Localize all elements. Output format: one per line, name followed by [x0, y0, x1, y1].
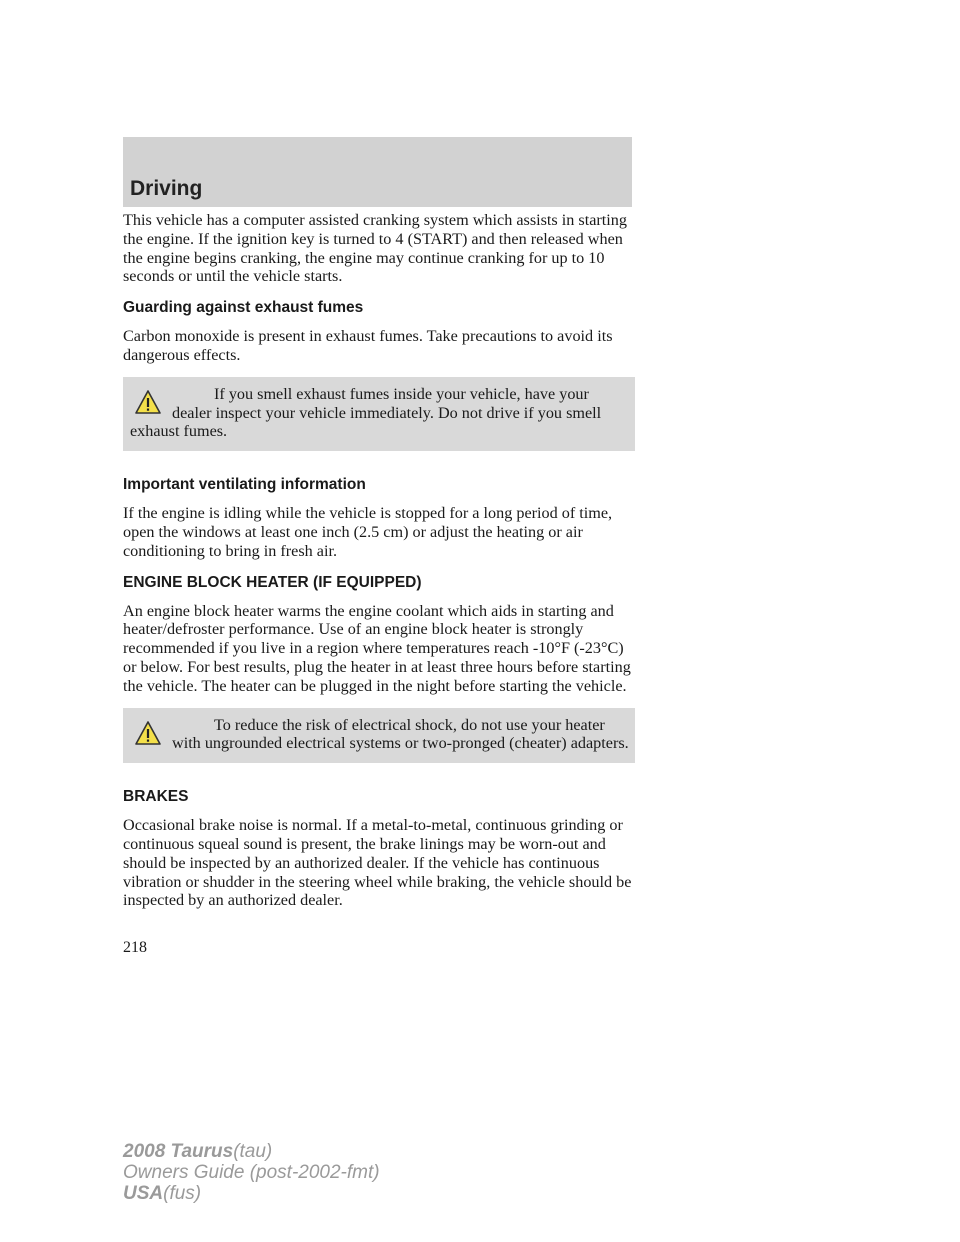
ventilating-paragraph: If the engine is idling while the vehicle is stopped for a long period of time, open the windows at least one inch (2.5 cm) or adjust the heating or air conditioning to bring in fresh air. [123, 504, 613, 560]
block-heater-heading: ENGINE BLOCK HEATER (IF EQUIPPED) [123, 573, 422, 591]
heater-warning-box [123, 708, 635, 764]
warning-triangle-icon [134, 720, 162, 746]
page-content [123, 211, 635, 922]
brakes-paragraph: Occasional brake noise is normal. If a metal-to-metal, continuous grinding or continuous squeal sound is present, the brake linings may be worn-out and should be inspected by an authorized dealer. If the vehicle has continuous vibration or shudder in the steering wheel while braking, the vehicle should be inspected by an authorized dealer. [123, 816, 632, 910]
heater-warning-text: To reduce the risk of electrical shock, do not use your heater with ungrounded electrical systems or two-pronged (cheater) adapters. [172, 715, 629, 753]
footer-line-2: Owners Guide (post-2002-fmt) [123, 1162, 380, 1183]
section-header [123, 137, 632, 207]
block-heater-paragraph: An engine block heater warms the engine coolant which aids in starting and heater/defroster performance. Use of an engine block heater is strongly recommended if you live in a region where temperatures reach -10°F (-23°C) or below. For best results, plug the heater in at least three hours before starting the vehicle. The heater can be plugged in the night before starting the vehicle. [123, 601, 631, 695]
intro-paragraph: This vehicle has a computer assisted cranking system which assists in starting the engine. If the ignition key is turned to 4 (START) and then released when the engine begins cranking, the engine may continue cranking for up to 10 seconds or until the vehicle starts. [123, 211, 627, 286]
brakes-heading: BRAKES [123, 788, 189, 806]
warning-triangle-icon [134, 389, 162, 415]
section-title: Driving [130, 177, 203, 200]
page-number: 218 [123, 939, 147, 956]
footer-market: USA [123, 1183, 164, 1204]
footer-model: 2008 Taurus [123, 1141, 234, 1162]
ventilating-heading: Important ventilating information [123, 476, 366, 494]
document-footer [123, 1141, 380, 1204]
exhaust-heading: Guarding against exhaust fumes [123, 299, 364, 317]
exhaust-paragraph: Carbon monoxide is present in exhaust fumes. Take precautions to avoid its dangerous effects. [123, 327, 613, 364]
exhaust-warning-box [123, 377, 635, 451]
footer-model-code: (tau) [233, 1141, 273, 1162]
exhaust-warning-text: If you smell exhaust fumes inside your vehicle, have your dealer inspect your vehicle immediately. Do not drive if you smell exhaust fumes. [130, 384, 602, 441]
footer-line-1 [123, 1141, 380, 1162]
footer-market-code: (fus) [163, 1183, 202, 1204]
footer-line-3 [123, 1183, 380, 1204]
